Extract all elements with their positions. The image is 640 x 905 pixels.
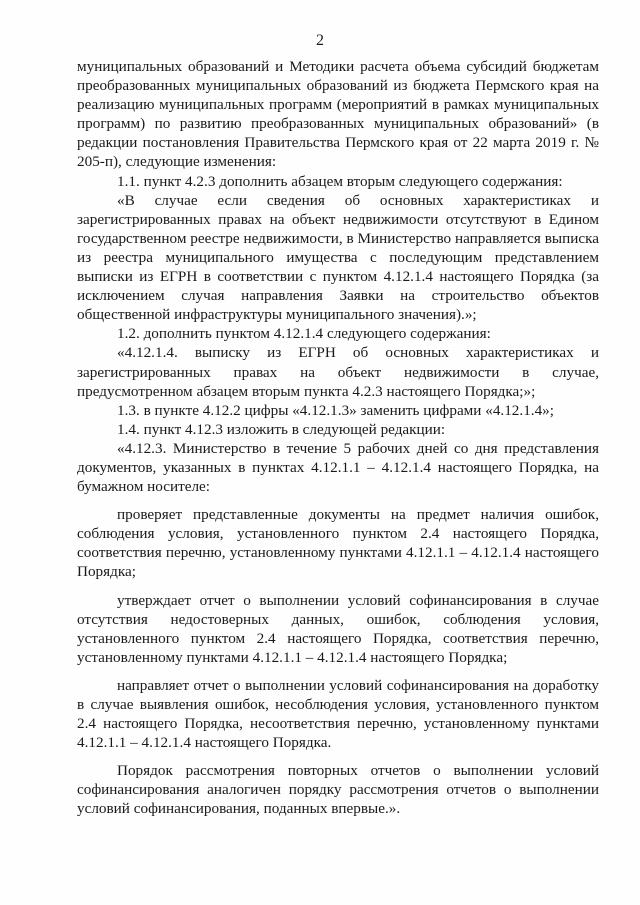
paragraph-item-1-1: 1.1. пункт 4.2.3 дополнить абзацем вторым следующего содержания:	[117, 172, 563, 190]
paragraph-returns: направляет отчет о выполнении условий софинансирования на доработку в случае выявления ошибок, несоблюдения условия, установленного пунктом 2.4 настоящего Порядка, несоответствия перечню, установленному пунктами 4.12.1.1 – 4.12.1.4 настоящего Порядка.	[77, 676, 599, 752]
paragraph-quote-4-12-3: «4.12.3. Министерство в течение 5 рабочих дней со дня представления документов, указанных в пунктах 4.12.1.1 – 4.12.1.4 настоящего Порядка, на бумажном носителе:	[77, 439, 599, 496]
document-body	[77, 57, 599, 819]
page-number: 2	[316, 32, 324, 49]
paragraph-approves: утверждает отчет о выполнении условий софинансирования в случае отсутствия недостоверных данных, ошибок, соблюдения условия, установленного пунктом 2.4 настоящего Порядка, соответствия перечню, установленному пунктами 4.12.1.1 – 4.12.1.4 настоящего Порядка;	[77, 591, 599, 666]
paragraph-quote-4-12-1-4: «4.12.1.4. выписку из ЕГРН об основных характеристиках и зарегистрированных правах на объект недвижимости в случае, предусмотренном абзацем вторым пункта 4.2.3 настоящего Порядка;»;	[77, 344, 599, 400]
paragraph-item-1-3: 1.3. в пункте 4.12.2 цифры «4.12.1.3» заменить цифрами «4.12.1.4»;	[117, 401, 554, 419]
paragraph-item-1-4: 1.4. пункт 4.12.3 изложить в следующей редакции:	[117, 420, 446, 438]
paragraph-checks: проверяет представленные документы на предмет наличия ошибок, соблюдения условия, установленного пунктом 2.4 настоящего Порядка, соответствия перечню, установленному пунктами 4.12.1.1 – 4.12.1.4 настоящего Порядка;	[77, 506, 599, 581]
paragraph-repeat-reports: Порядок рассмотрения повторных отчетов о выполнении условий софинансирования аналогичен порядку рассмотрения отчетов о выполнении условий софинансирования, поданных впервые.».	[77, 762, 599, 818]
paragraph-quote-4-2-3: «В случае если сведения об основных характеристиках и зарегистрированных правах на объект недвижимости отсутствуют в Едином государственном реестре недвижимости, в Министерство направляется выписка из реестра муниципального имущества с последующим представлением выписки из ЕГРН в соответствии с пунктом 4.12.1.4 настоящего Порядка (за исключением случая направления Заявки на строительство объектов общественной инфраструктуры муниципального значения).»;	[77, 191, 599, 324]
paragraph-intro-continuation: муниципальных образований и Методики расчета объема субсидий бюджетам преобразованных муниципальных образований из бюджета Пермского края на реализацию муниципальных программ (мероприятий в рамках муниципальных программ) по развитию преобразованных муниципальных образований» (в редакции постановления Правительства Пермского края от 22 марта 2019 г. № 205-п), следующие изменения:	[77, 58, 599, 171]
paragraph-item-1-2: 1.2. дополнить пунктом 4.12.1.4 следующего содержания:	[117, 325, 491, 343]
